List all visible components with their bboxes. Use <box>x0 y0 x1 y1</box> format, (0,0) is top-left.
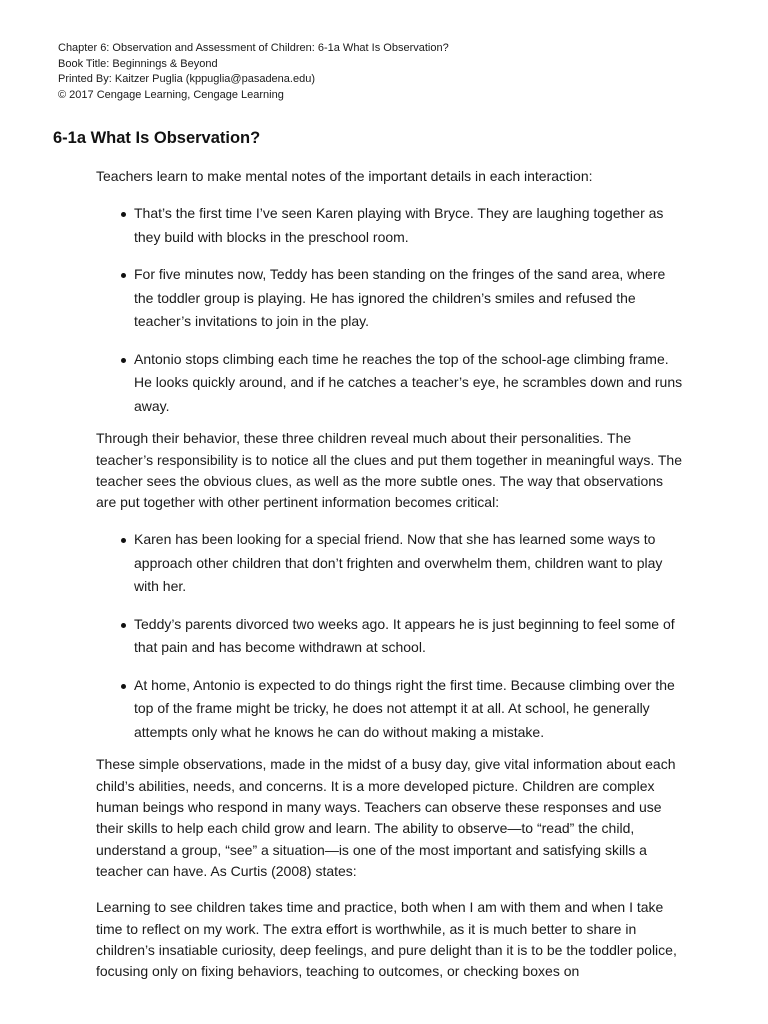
block-quote: Learning to see children takes time and practice, both when I am with them and when I take time to reflect on my work. The extra effort is worthwhile, as it is much better to share in children’s insatiable curiosity, deep feelings, and pure delight than it is to be the toddler police, focusing only on fixing behaviors, teaching to outcomes, or checking boxes on <box>96 899 677 980</box>
chapter-line: Chapter 6: Observation and Assessment of Children: 6-1a What Is Observation? <box>58 42 449 54</box>
book-title-line: Book Title: Beginnings & Beyond <box>58 57 218 70</box>
list-item: For five minutes now, Teddy has been standing on the fringes of the sand area, where the toddler group is playing. He has ignored the children’s smiles and refused the teacher’s invitations to join in the play. <box>96 263 686 334</box>
context-list <box>96 528 686 744</box>
list-item: Teddy’s parents divorced two weeks ago. It appears he is just beginning to feel some of that pain and has become withdrawn at school. <box>96 613 686 660</box>
intro-paragraph: Teachers learn to make mental notes of the important details in each interaction: <box>96 168 593 184</box>
observation-list <box>96 202 686 418</box>
body-paragraph: These simple observations, made in the midst of a busy day, give vital information about each child’s abilities, needs, and concerns. It is a more developed picture. Children are complex human beings who respond in many ways. Teachers can observe these responses and use their skills to help each child grow and learn. The ability to observe—to “read” the child, understand a group, “see” a situation—is one of the most important and satisfying skills a teacher can have. As Curtis (2008) states: <box>96 756 676 879</box>
list-item: Karen has been looking for a special friend. Now that she has learned some ways to approach other children that don’t frighten and overwhelm them, children want to play with her. <box>96 528 686 599</box>
section-body <box>96 166 686 982</box>
section-title: 6-1a What Is Observation? <box>53 129 261 147</box>
print-header <box>58 41 449 104</box>
list-item: That’s the first time I’ve seen Karen playing with Bryce. They are laughing together as they build with blocks in the preschool room. <box>96 202 686 249</box>
body-paragraph: Through their behavior, these three children reveal much about their personalities. The teacher’s responsibility is to notice all the clues and put them together in meaningful ways. The teacher sees the obvious clues, as well as the more subtle ones. The way that observations are put together with other pertinent information becomes critical: <box>96 430 682 511</box>
list-item: At home, Antonio is expected to do things right the first time. Because climbing over the top of the frame might be tricky, he does not attempt it at all. At school, he generally attempts only what he knows he can do without making a mistake. <box>96 674 686 745</box>
printed-by-line: Printed By: Kaitzer Puglia (kppuglia@pasadena.edu) <box>58 73 315 86</box>
copyright-line: © 2017 Cengage Learning, Cengage Learning <box>58 89 284 102</box>
list-item: Antonio stops climbing each time he reaches the top of the school-age climbing frame. He looks quickly around, and if he catches a teacher’s eye, he scrambles down and runs away. <box>96 348 686 419</box>
